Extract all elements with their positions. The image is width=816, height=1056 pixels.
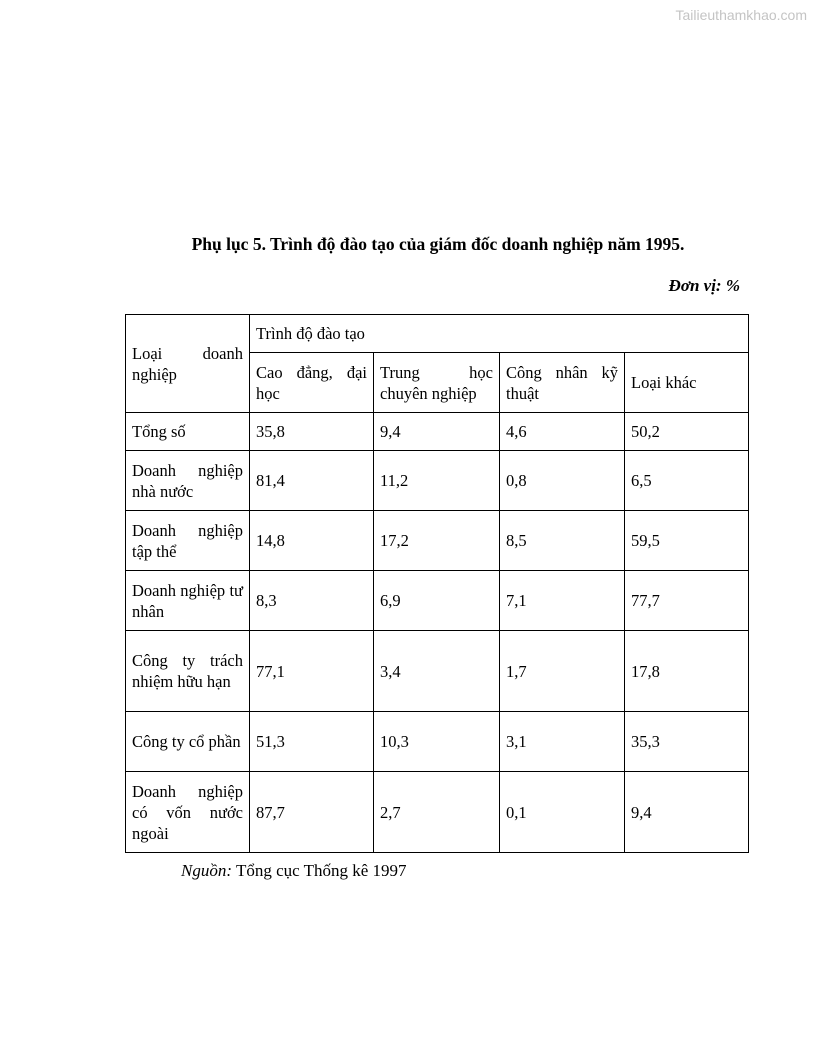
table-cell: 0,8 bbox=[500, 451, 625, 511]
table-row bbox=[126, 712, 749, 772]
row-label: Tổng số bbox=[126, 413, 250, 451]
table-cell: 51,3 bbox=[250, 712, 374, 772]
page-title: Phụ lục 5. Trình độ đào tạo của giám đốc doanh nghiệp năm 1995. bbox=[191, 234, 685, 254]
table-cell: 77,7 bbox=[625, 571, 749, 631]
source-note bbox=[181, 861, 407, 881]
table-cell: 4,6 bbox=[500, 413, 625, 451]
table-cell: 17,2 bbox=[374, 511, 500, 571]
row-label: Công ty cổ phần bbox=[126, 712, 250, 772]
table-cell: 35,8 bbox=[250, 413, 374, 451]
table-cell: 2,7 bbox=[374, 772, 500, 853]
table-cell: 3,4 bbox=[374, 631, 500, 712]
table-cell: 9,4 bbox=[625, 772, 749, 853]
row-label: Doanh nghiệp tư nhân bbox=[126, 571, 250, 631]
training-level-table bbox=[125, 314, 749, 853]
table-cell: 50,2 bbox=[625, 413, 749, 451]
table-cell: 6,9 bbox=[374, 571, 500, 631]
table-cell: 8,5 bbox=[500, 511, 625, 571]
table-cell: 11,2 bbox=[374, 451, 500, 511]
column-header: Trung học chuyên nghiệp bbox=[374, 353, 500, 413]
table-cell: 17,8 bbox=[625, 631, 749, 712]
table-cell: 9,4 bbox=[374, 413, 500, 451]
table-cell: 59,5 bbox=[625, 511, 749, 571]
table-cell: 77,1 bbox=[250, 631, 374, 712]
table-row bbox=[126, 631, 749, 712]
table-row bbox=[126, 571, 749, 631]
table-cell: 10,3 bbox=[374, 712, 500, 772]
column-header: Công nhân kỹ thuật bbox=[500, 353, 625, 413]
table-cell: 87,7 bbox=[250, 772, 374, 853]
row-label: Doanh nghiệp nhà nước bbox=[126, 451, 250, 511]
table-cell: 1,7 bbox=[500, 631, 625, 712]
table-cell: 0,1 bbox=[500, 772, 625, 853]
unit-label: Đơn vị: % bbox=[668, 276, 740, 295]
table-row bbox=[126, 772, 749, 853]
table-cell: 35,3 bbox=[625, 712, 749, 772]
group-header: Trình độ đào tạo bbox=[250, 315, 749, 353]
table-cell: 81,4 bbox=[250, 451, 374, 511]
table-row bbox=[126, 511, 749, 571]
table-cell: 7,1 bbox=[500, 571, 625, 631]
table-cell: 6,5 bbox=[625, 451, 749, 511]
row-label: Doanh nghiệp tập thể bbox=[126, 511, 250, 571]
stub-header: Loại doanh nghiệp bbox=[126, 315, 250, 413]
column-header: Cao đẳng, đại học bbox=[250, 353, 374, 413]
table-row bbox=[126, 451, 749, 511]
column-header: Loại khác bbox=[625, 353, 749, 413]
table-cell: 14,8 bbox=[250, 511, 374, 571]
row-label: Doanh nghiệp có vốn nước ngoài bbox=[126, 772, 250, 853]
source-label: Nguồn: bbox=[181, 861, 232, 880]
table-cell: 8,3 bbox=[250, 571, 374, 631]
table-row bbox=[126, 413, 749, 451]
table-cell: 3,1 bbox=[500, 712, 625, 772]
source-text: Tổng cục Thống kê 1997 bbox=[235, 861, 407, 880]
watermark: Tailieuthamkhao.com bbox=[675, 7, 807, 23]
row-label: Công ty trách nhiệm hữu hạn bbox=[126, 631, 250, 712]
